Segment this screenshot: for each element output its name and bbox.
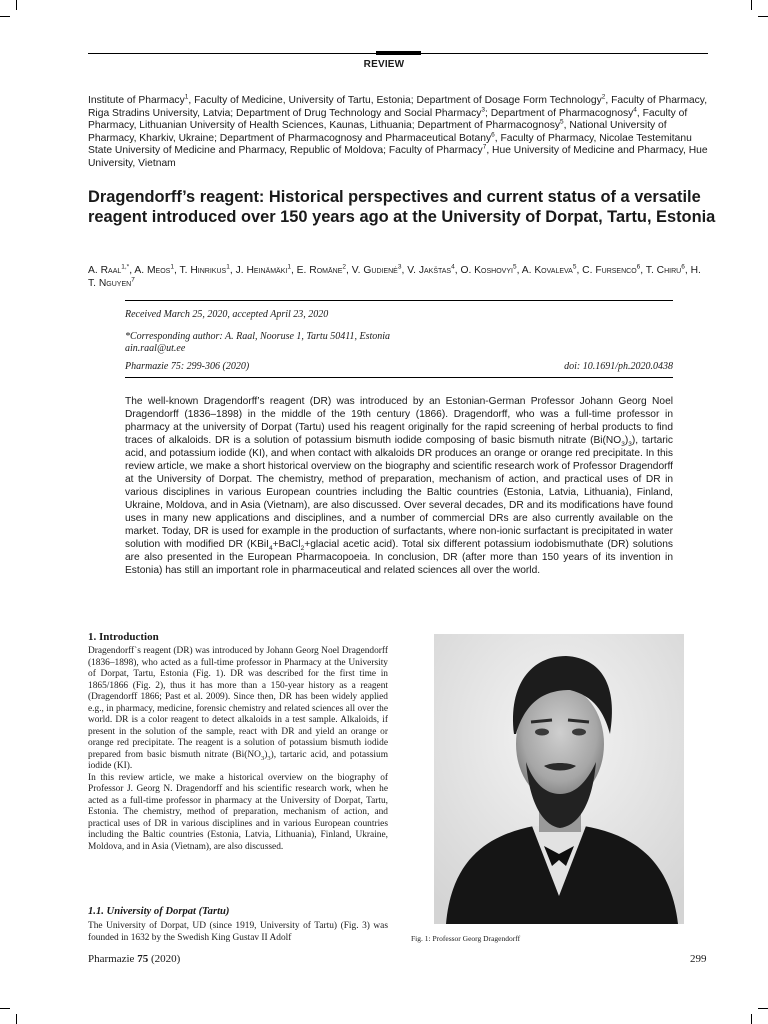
text-run: , O. xyxy=(454,265,475,276)
text-run: ; Department of Pharmacognosy xyxy=(485,107,634,119)
author-surname: Fursenco xyxy=(595,265,637,276)
corresponding-author xyxy=(125,331,673,354)
footer-journal xyxy=(88,953,180,965)
doi-link[interactable]: doi: 10.1691/ph.2020.0438 xyxy=(564,361,673,372)
text-run: , V. xyxy=(401,265,419,276)
author-list xyxy=(88,264,708,290)
text-run: A. xyxy=(88,265,101,276)
superscript: 1 xyxy=(287,263,291,271)
text-run: ) xyxy=(264,749,268,760)
superscript: 1 xyxy=(184,93,189,101)
received-date: Received March 25, 2020, accepted April 23, 2020 xyxy=(125,309,329,320)
crop-mark xyxy=(16,0,17,10)
crop-mark xyxy=(0,1008,10,1009)
superscript: 5 xyxy=(572,263,577,271)
author-surname: Nguyen xyxy=(98,278,132,289)
text-run: +BaCl xyxy=(272,539,301,550)
author-surname: Hinrikus xyxy=(190,265,227,276)
superscript: 1 xyxy=(226,263,230,271)
crop-mark xyxy=(751,0,752,10)
text-run: The well-known Dragendorff’s reagent (DR) was introduced by an Estonian-German Professor Johann Georg Noel Dragendorff (1836–1898) in the middle of the 19th century (1866). Dragendorff, who was a full-time professor in pharmacy at the university of Dorpat (Tartu) used his reagent originally for the rapid screening of herbal products to find traces of alkaloids. DR is a solution of potassium bismuth iodide composing of basic bismuth nitrate (Bi(NO xyxy=(125,396,673,446)
text-run: , V. xyxy=(346,265,364,276)
text-run: , A. xyxy=(516,265,535,276)
subscript: 4 xyxy=(268,545,273,553)
author-surname: Koshovyi xyxy=(474,265,513,276)
superscript: 3 xyxy=(397,263,402,271)
text-run: , Faculty of Medicine, University of Tartu, Estonia; Department of Dosage Form Technology xyxy=(188,95,602,106)
superscript: 1 xyxy=(170,263,174,271)
text-run: , National University of Pharmacy, Kharkiv, Ukraine; Department of Pharmacognosy and Pharmaceutical Botany xyxy=(88,120,667,144)
abstract xyxy=(125,395,673,577)
author-surname: Chiru xyxy=(656,265,682,276)
footer-year: (2020) xyxy=(148,953,181,965)
info-rule-bottom xyxy=(125,377,673,378)
journal-citation: Pharmazie 75: 299-306 (2020) xyxy=(125,361,250,372)
author-surname: Meos xyxy=(146,265,171,276)
article-title: Dragendorff’s reagent: Historical perspectives and current status of a versatile reagent introduced over 150 years ago at the University of Dorpat, Tartu, Estonia xyxy=(88,188,716,226)
crop-mark xyxy=(758,1008,768,1009)
text-run: ), tartaric acid, and potassium iodide (KI). xyxy=(88,749,388,771)
text-run: , Faculty of Pharmacy, Nicolae Testemitanu State University of Medicine and Pharmacy, Republic of Moldova; Faculty of Pharmacy xyxy=(88,132,692,157)
text-run: , Hue University of Medicine and Pharmacy, Hue University, Vietnam xyxy=(88,145,708,169)
author-surname: Romāne xyxy=(309,265,343,276)
info-rule-top xyxy=(125,300,673,301)
text-run: ) xyxy=(624,435,629,446)
affiliations xyxy=(88,95,710,171)
crop-mark xyxy=(758,16,768,17)
intro-paragraph: In this review article, we make a historical overview on the biography of Professor J. Georg N. Dragendorff and his scientific research work, when he acted as a full-time professor in pharmacy at the University of Dorpat, Tartu, Estonia. The chemistry, method of preparation, mechanism of action, and practical uses of DR in various disciplines and in various European countries including the Baltic countries (Estonia, Latvia, Lithuania), Finland, Ukraine, Moldova, and in Asia (Vietnam), are also discussed. xyxy=(88,772,388,852)
section-label: REVIEW xyxy=(363,59,405,70)
superscript: 2 xyxy=(601,93,606,101)
author-surname: Heinämäki xyxy=(246,265,288,276)
subsection-heading: 1.1. University of Dorpat (Tartu) xyxy=(88,906,230,917)
superscript: 6 xyxy=(636,263,641,271)
citation-row xyxy=(125,361,673,373)
crop-mark xyxy=(16,1014,17,1024)
text-run: +glacial acetic acid). Total six different potassium iodobismuthate (DR) solutions are also presented in the European Pharmacopoeia. In conclusion, DR (after more than 150 years of its invention in Estonia) has still an important role in pharmaceutical and related sciences all over the world. xyxy=(125,539,673,576)
text-run: , Faculty of Pharmacy, Riga Stradins University, Latvia; Department of Drug Technology and Social Pharmacy xyxy=(88,95,708,119)
corresponding-email[interactable]: ain.raal@ut.ee xyxy=(125,342,186,354)
intro-paragraph xyxy=(88,646,388,773)
text-run: Dragendorff`s reagent (DR) was introduced by Johann Georg Noel Dragendorff (1836–1898), who acted as a full-time professor in Pharmacy at the University of Dorpat, Tartu, Estonia (Fig. 1). DR was described for the first time in 1865/1866 (Fig. 2), thus it has more than a 150-year history as a reagent (Dragendorff 1866; Past et al. 2009). Since then, DR has been widely applied e.g., in pharmacy, medicine, forensic chemistry and related sciences all over the world. DR is a color reagent to detect alkaloids in a test sample. Alkaloids, if present in the solution of the sample, react with DR and yield an orange or orange red precipitate. The reagent is a solution of potassium bismuth iodide prepared from basic bismuth nitrate (Bi(NO xyxy=(88,646,388,760)
subscript: 2 xyxy=(300,545,305,553)
subscript: 3 xyxy=(621,441,625,449)
text-run: , Faculty of Pharmacy, Lithuanian University of Health Sciences, Kaunas, Lithuania; Department of Pharmacognosy xyxy=(88,107,688,132)
text-run: Institute of Pharmacy xyxy=(88,95,185,106)
section-heading-introduction: 1. Introduction xyxy=(88,631,159,643)
superscript: 1,* xyxy=(121,263,130,271)
text-run: , T. xyxy=(173,265,191,276)
superscript: 4 xyxy=(451,263,455,271)
footer-volume: 75 xyxy=(137,953,149,965)
text-run: , T. xyxy=(640,265,657,276)
superscript: 4 xyxy=(633,106,637,114)
superscript: 7 xyxy=(131,276,135,284)
text-run: ), tartaric acid, and potassium iodide (KI), and when contact with alkaloids DR produces an orange or orange red precipitate. In this review article, we make a short historical overview on the biography and scientific research work of Professor Dragendorff at the University of Dorpat. The chemistry, method of preparation, mechanism of action, and practical uses of DR in various disciplines in various European countries including the Baltic countries (Estonia, Latvia, Lithuania), Finland, Ukraine, Moldova, and in Asia (Vietnam), are also discussed. Over several decades, DR and its modifications have found uses in many new applications and disciplines, and a number of commercial DRs are also currently available on the market. Today, DR is used for example in the production of surfactants, where non-ionic surfactant is precipitated in water solution with modified DR (KBiI xyxy=(125,435,673,550)
superscript: 6 xyxy=(681,263,685,271)
text-run: , C. xyxy=(576,265,596,276)
text-run: , A. xyxy=(129,265,147,276)
introduction-body xyxy=(88,646,388,853)
author-surname: Gudienė xyxy=(363,265,398,276)
author-surname: Kovaleva xyxy=(534,265,573,276)
text-run: , E. xyxy=(290,265,310,276)
superscript: 7 xyxy=(482,143,487,151)
author-surname: Jakštas xyxy=(418,265,452,276)
superscript: 3 xyxy=(481,106,486,114)
text-run: , J. xyxy=(229,265,247,276)
footer-journal-name: Pharmazie xyxy=(88,953,135,965)
text-run: , H. T. xyxy=(88,265,701,289)
author-surname: Raal xyxy=(100,265,122,276)
portrait-photo xyxy=(434,634,684,924)
superscript: 6 xyxy=(491,131,495,139)
superscript: 2 xyxy=(342,263,346,271)
corresponding-address: *Corresponding author: A. Raal, Nooruse 1, Tartu 50411, Estonia xyxy=(125,331,391,342)
subscript: 3 xyxy=(628,441,632,449)
page-number: 299 xyxy=(690,953,707,965)
superscript: 5 xyxy=(512,263,517,271)
crop-mark xyxy=(751,1014,752,1024)
header-rule-mark xyxy=(376,51,421,55)
superscript: 5 xyxy=(560,118,564,126)
subsection-body: The University of Dorpat, UD (since 1919, University of Tartu) (Fig. 3) was founded in 1632 by the Swedish King Gustav II Adolf xyxy=(88,921,388,943)
portrait-illustration xyxy=(434,634,684,924)
subscript: 3 xyxy=(267,754,271,762)
crop-mark xyxy=(0,16,10,17)
figure-caption: Fig. 1: Professor Georg Dragendorff xyxy=(411,934,521,943)
subscript: 3 xyxy=(260,754,265,762)
